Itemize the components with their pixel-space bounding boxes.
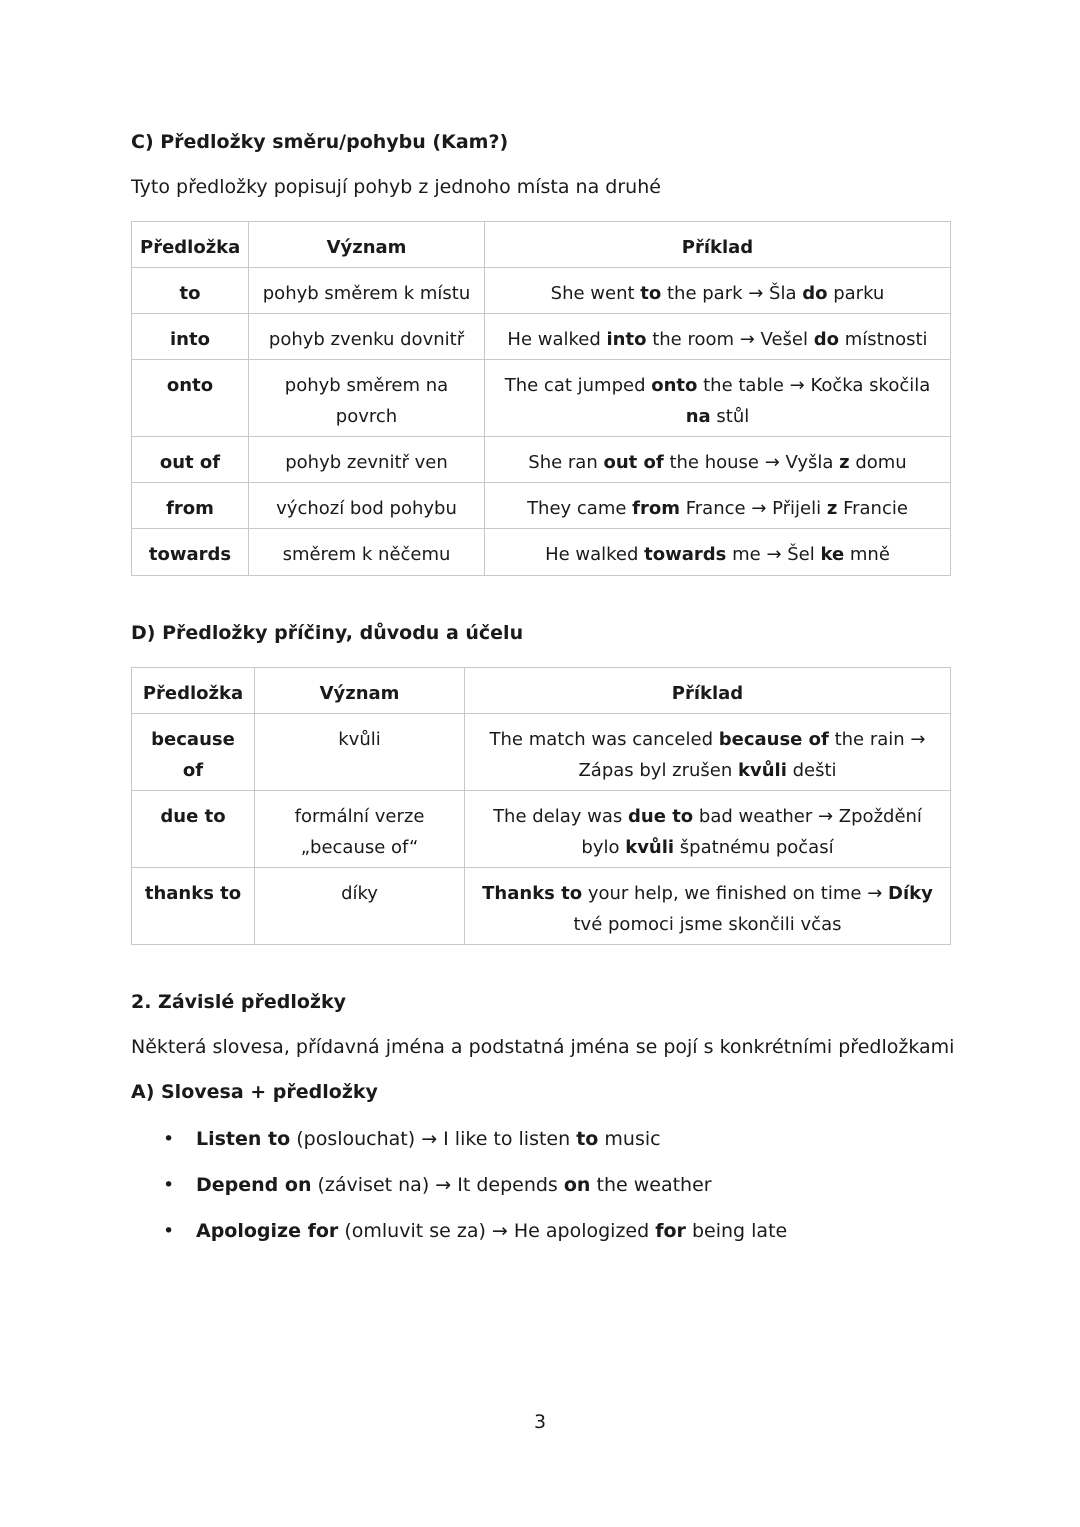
table-row <box>132 791 951 868</box>
meaning-cell: pohyb směrem na povrch <box>249 360 485 437</box>
table-row <box>132 360 951 437</box>
bold-text: onto <box>651 375 698 396</box>
text-run: bad weather → Zpoždění bylo <box>581 806 922 858</box>
example-cell <box>485 483 951 529</box>
bold-text: towards <box>644 544 727 565</box>
text-run: domu <box>849 452 907 473</box>
text-run: (záviset na) → It depends <box>311 1174 564 1196</box>
meaning-cell: pohyb zvenku dovnitř <box>249 314 485 360</box>
preposition-cell: due to <box>132 791 255 868</box>
text-run: the park → Šla <box>661 283 803 304</box>
text-run: the table → Kočka skočila <box>697 375 931 396</box>
bullet-icon: • <box>163 1174 175 1196</box>
bold-text: z <box>839 452 850 473</box>
meaning-cell: kvůli <box>255 714 465 791</box>
table-row <box>132 268 951 314</box>
text-run: She ran <box>528 452 604 473</box>
bold-text: because of <box>718 729 829 750</box>
text-run: the house → Vyšla <box>663 452 840 473</box>
text-run: (omluvit se za) → He apologized <box>338 1220 656 1242</box>
bold-text: do <box>802 283 828 304</box>
cause-prepositions-table <box>131 667 951 945</box>
text-run: stůl <box>710 406 750 427</box>
table-row <box>132 437 951 483</box>
bold-text: due to <box>628 806 694 827</box>
text-run: dešti <box>786 760 837 781</box>
section-2-intro: Některá slovesa, přídavná jména a podstatná jména se pojí s konkrétními předložkami <box>131 1036 955 1058</box>
bold-text: into <box>606 329 647 350</box>
text-run: France → Přijeli <box>680 498 827 519</box>
section-c-intro: Tyto předložky popisují pohyb z jednoho místa na druhé <box>131 176 661 198</box>
text-run: Francie <box>837 498 908 519</box>
preposition-cell: to <box>132 268 249 314</box>
column-header: Příklad <box>465 668 951 714</box>
example-cell <box>465 791 951 868</box>
bold-text: na <box>685 406 711 427</box>
text-run: the rain → Zápas byl zrušen <box>578 729 926 781</box>
meaning-cell: směrem k něčemu <box>249 529 485 576</box>
preposition-cell: out of <box>132 437 249 483</box>
text-run: parku <box>827 283 885 304</box>
text-run: místnosti <box>839 329 928 350</box>
preposition-cell: because of <box>132 714 255 791</box>
text-run: the room → Vešel <box>646 329 814 350</box>
bold-text: ke <box>820 544 845 565</box>
page-number: 3 <box>533 1411 547 1433</box>
meaning-cell: pohyb zevnitř ven <box>249 437 485 483</box>
bold-text: Thanks to <box>482 883 583 904</box>
section-2a-subheading: A) Slovesa + předložky <box>131 1081 378 1103</box>
table-row <box>132 714 951 791</box>
text-run: being late <box>685 1220 788 1242</box>
text-run: the weather <box>590 1174 712 1196</box>
bullet-icon: • <box>163 1220 175 1242</box>
list-item <box>160 1169 787 1215</box>
bold-text: do <box>813 329 839 350</box>
text-run: She went <box>550 283 641 304</box>
text-run: The match was canceled <box>489 729 719 750</box>
example-cell <box>465 868 951 945</box>
example-cell <box>485 360 951 437</box>
list-item <box>160 1123 787 1169</box>
direction-prepositions-table <box>131 221 951 576</box>
bold-text: z <box>826 498 838 519</box>
text-run: The cat jumped <box>504 375 652 396</box>
meaning-cell: formální verze „because of“ <box>255 791 465 868</box>
example-cell <box>465 714 951 791</box>
bold-text: kvůli <box>625 837 675 858</box>
bold-text: Apologize for <box>196 1220 339 1242</box>
meaning-cell: pohyb směrem k místu <box>249 268 485 314</box>
list-item <box>160 1215 787 1261</box>
example-cell <box>485 268 951 314</box>
table-row <box>132 483 951 529</box>
column-header: Příklad <box>485 222 951 268</box>
preposition-cell: from <box>132 483 249 529</box>
bold-text: out of <box>603 452 664 473</box>
text-run: mně <box>844 544 890 565</box>
column-header: Význam <box>255 668 465 714</box>
text-run: The delay was <box>493 806 629 827</box>
text-run: špatnému počasí <box>674 837 834 858</box>
text-run: He walked <box>545 544 645 565</box>
section-d-heading: D) Předložky příčiny, důvodu a účelu <box>131 622 524 644</box>
example-cell <box>485 314 951 360</box>
table-row <box>132 314 951 360</box>
text-run: They came <box>527 498 633 519</box>
text-run: me → Šel <box>726 544 821 565</box>
text-run: tvé pomoci jsme skončili včas <box>573 914 842 935</box>
example-cell <box>485 437 951 483</box>
section-c-heading: C) Předložky směru/pohybu (Kam?) <box>131 131 509 153</box>
bullet-icon: • <box>163 1128 175 1150</box>
text-run: music <box>598 1128 661 1150</box>
text-run: your help, we finished on time → <box>582 883 889 904</box>
column-header: Význam <box>249 222 485 268</box>
bold-text: Díky <box>888 883 933 904</box>
bold-text: for <box>655 1220 686 1242</box>
bold-text: kvůli <box>738 760 787 781</box>
verb-preposition-list <box>160 1123 787 1261</box>
table-row <box>132 868 951 945</box>
preposition-cell: onto <box>132 360 249 437</box>
table-row <box>132 529 951 576</box>
text-run: (poslouchat) → I like to listen <box>290 1128 577 1150</box>
bold-text: to <box>576 1128 599 1150</box>
preposition-cell: thanks to <box>132 868 255 945</box>
bold-text: from <box>632 498 681 519</box>
bold-text: on <box>563 1174 591 1196</box>
column-header: Předložka <box>132 668 255 714</box>
meaning-cell: výchozí bod pohybu <box>249 483 485 529</box>
text-run: He walked <box>507 329 607 350</box>
example-cell <box>485 529 951 576</box>
section-2-heading: 2. Závislé předložky <box>131 991 346 1013</box>
meaning-cell: díky <box>255 868 465 945</box>
bold-text: Depend on <box>196 1174 312 1196</box>
preposition-cell: towards <box>132 529 249 576</box>
bold-text: to <box>640 283 662 304</box>
bold-text: Listen to <box>196 1128 291 1150</box>
column-header: Předložka <box>132 222 249 268</box>
preposition-cell: into <box>132 314 249 360</box>
